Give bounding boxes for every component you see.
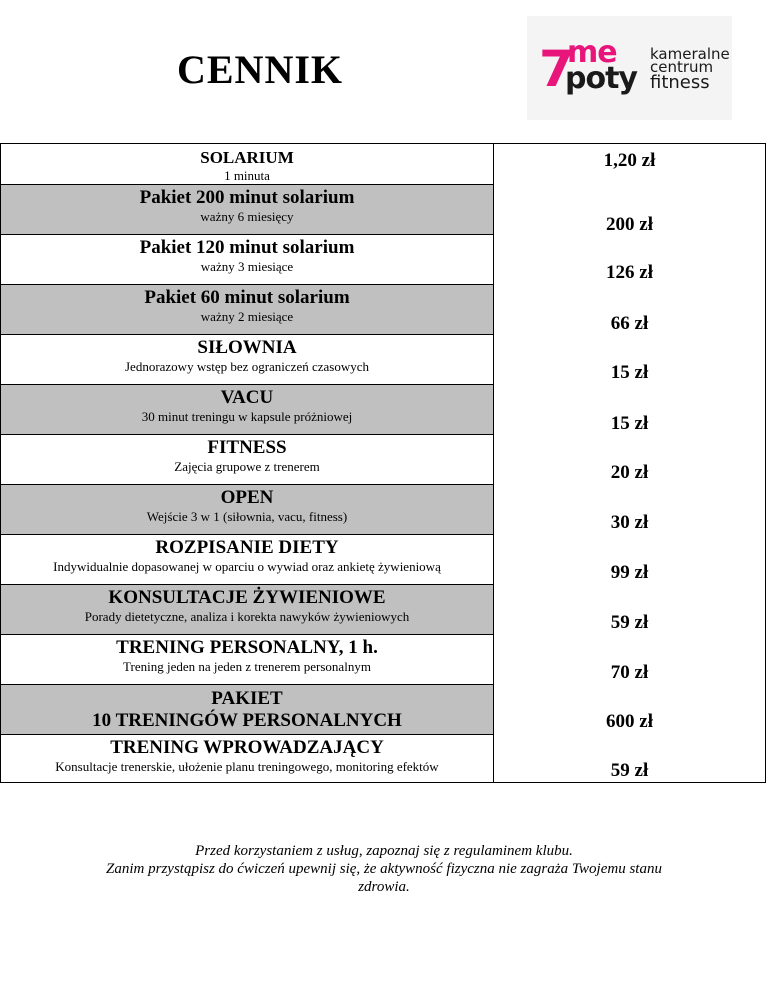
price-row-diet-plan bbox=[1, 535, 493, 585]
logo-number: 7 bbox=[539, 40, 574, 98]
service-name: SOLARIUM bbox=[200, 148, 294, 167]
price-row-open bbox=[1, 485, 493, 535]
service-description: 1 minuta bbox=[224, 168, 270, 183]
price-row-intro-training bbox=[1, 735, 493, 782]
logo-tagline bbox=[650, 45, 730, 93]
price-row-personal-training bbox=[1, 635, 493, 685]
logo-tag-2: centrum bbox=[650, 58, 714, 76]
service-price: 70 zł bbox=[610, 662, 649, 683]
service-description: ważny 2 miesiące bbox=[200, 309, 294, 324]
service-price: 1,20 zł bbox=[603, 150, 656, 171]
footer-line-3: zdrowia. bbox=[358, 879, 410, 895]
service-name: PAKIET bbox=[211, 688, 283, 709]
service-description: Trening jeden na jeden z trenerem personalnym bbox=[123, 659, 371, 674]
service-name: OPEN bbox=[220, 487, 274, 508]
service-price: 20 zł bbox=[610, 462, 649, 483]
service-description: Konsultacje trenerskie, ułożenie planu treningowego, monitoring efektów bbox=[55, 759, 439, 774]
service-price: 15 zł bbox=[610, 362, 649, 383]
price-row-gym bbox=[1, 335, 493, 385]
footer-line-2: Zanim przystąpisz do ćwiczeń upewnij się, że aktywność fizyczna nie zagraża Twojemu stanu bbox=[106, 861, 662, 877]
service-description: ważny 3 miesiące bbox=[200, 259, 294, 274]
price-row-personal-package bbox=[1, 685, 493, 735]
service-name: VACU bbox=[220, 387, 274, 408]
service-price: 59 zł bbox=[610, 760, 649, 781]
service-description: Indywidualnie dopasowanej w oparciu o wywiad oraz ankietę żywieniową bbox=[53, 559, 441, 574]
logo-word-me: me bbox=[567, 35, 617, 70]
logo-word-poty: poty bbox=[565, 61, 637, 96]
service-price: 30 zł bbox=[610, 512, 649, 533]
service-name: ROZPISANIE DIETY bbox=[155, 537, 339, 558]
price-row-package-60 bbox=[1, 285, 493, 335]
brand-logo bbox=[527, 16, 732, 120]
price-row-solarium bbox=[1, 144, 493, 185]
footer-note bbox=[0, 842, 768, 896]
service-description: Wejście 3 w 1 (siłownia, vacu, fitness) bbox=[146, 509, 348, 524]
service-price: 59 zł bbox=[610, 612, 649, 633]
service-name: TRENING WPROWADZAJĄCY bbox=[110, 737, 384, 758]
page-title: CENNIK bbox=[176, 47, 344, 92]
service-price: 99 zł bbox=[610, 562, 649, 583]
price-row-vacu bbox=[1, 385, 493, 435]
service-price: 126 zł bbox=[606, 262, 653, 283]
service-price: 200 zł bbox=[606, 214, 653, 235]
service-name: TRENING PERSONALNY, 1 h. bbox=[116, 637, 378, 658]
service-name: KONSULTACJE ŻYWIENIOWE bbox=[108, 587, 386, 608]
service-description: Porady dietetyczne, analiza i korekta nawyków żywieniowych bbox=[84, 609, 410, 624]
service-description: Jednorazowy wstęp bez ograniczeń czasowych bbox=[124, 359, 369, 374]
service-price: 600 zł bbox=[606, 711, 653, 732]
price-row-nutrition-consultation bbox=[1, 585, 493, 635]
service-description: Zajęcia grupowe z trenerem bbox=[174, 459, 320, 474]
footer-line-1: Przed korzystaniem z usług, zapoznaj się z regulaminem klubu. bbox=[195, 843, 573, 859]
logo-tag-1: kameralne bbox=[650, 45, 730, 63]
service-name: Pakiet 60 minut solarium bbox=[144, 287, 350, 308]
service-description: 30 minut treningu w kapsule próżniowej bbox=[141, 409, 353, 424]
service-name: Pakiet 120 minut solarium bbox=[139, 237, 355, 258]
service-price: 66 zł bbox=[610, 313, 649, 334]
service-name: FITNESS bbox=[207, 437, 287, 458]
price-row-package-120 bbox=[1, 235, 493, 285]
service-name: SIŁOWNIA bbox=[197, 337, 297, 358]
logo-tag-3: fitness bbox=[650, 72, 710, 93]
service-description: ważny 6 miesięcy bbox=[200, 209, 294, 224]
price-row-fitness bbox=[1, 435, 493, 485]
service-name: Pakiet 200 minut solarium bbox=[139, 187, 355, 208]
service-name-line-2: 10 TRENINGÓW PERSONALNYCH bbox=[92, 710, 402, 731]
price-row-package-200 bbox=[1, 185, 493, 235]
price-table bbox=[0, 143, 766, 783]
service-price: 15 zł bbox=[610, 413, 649, 434]
